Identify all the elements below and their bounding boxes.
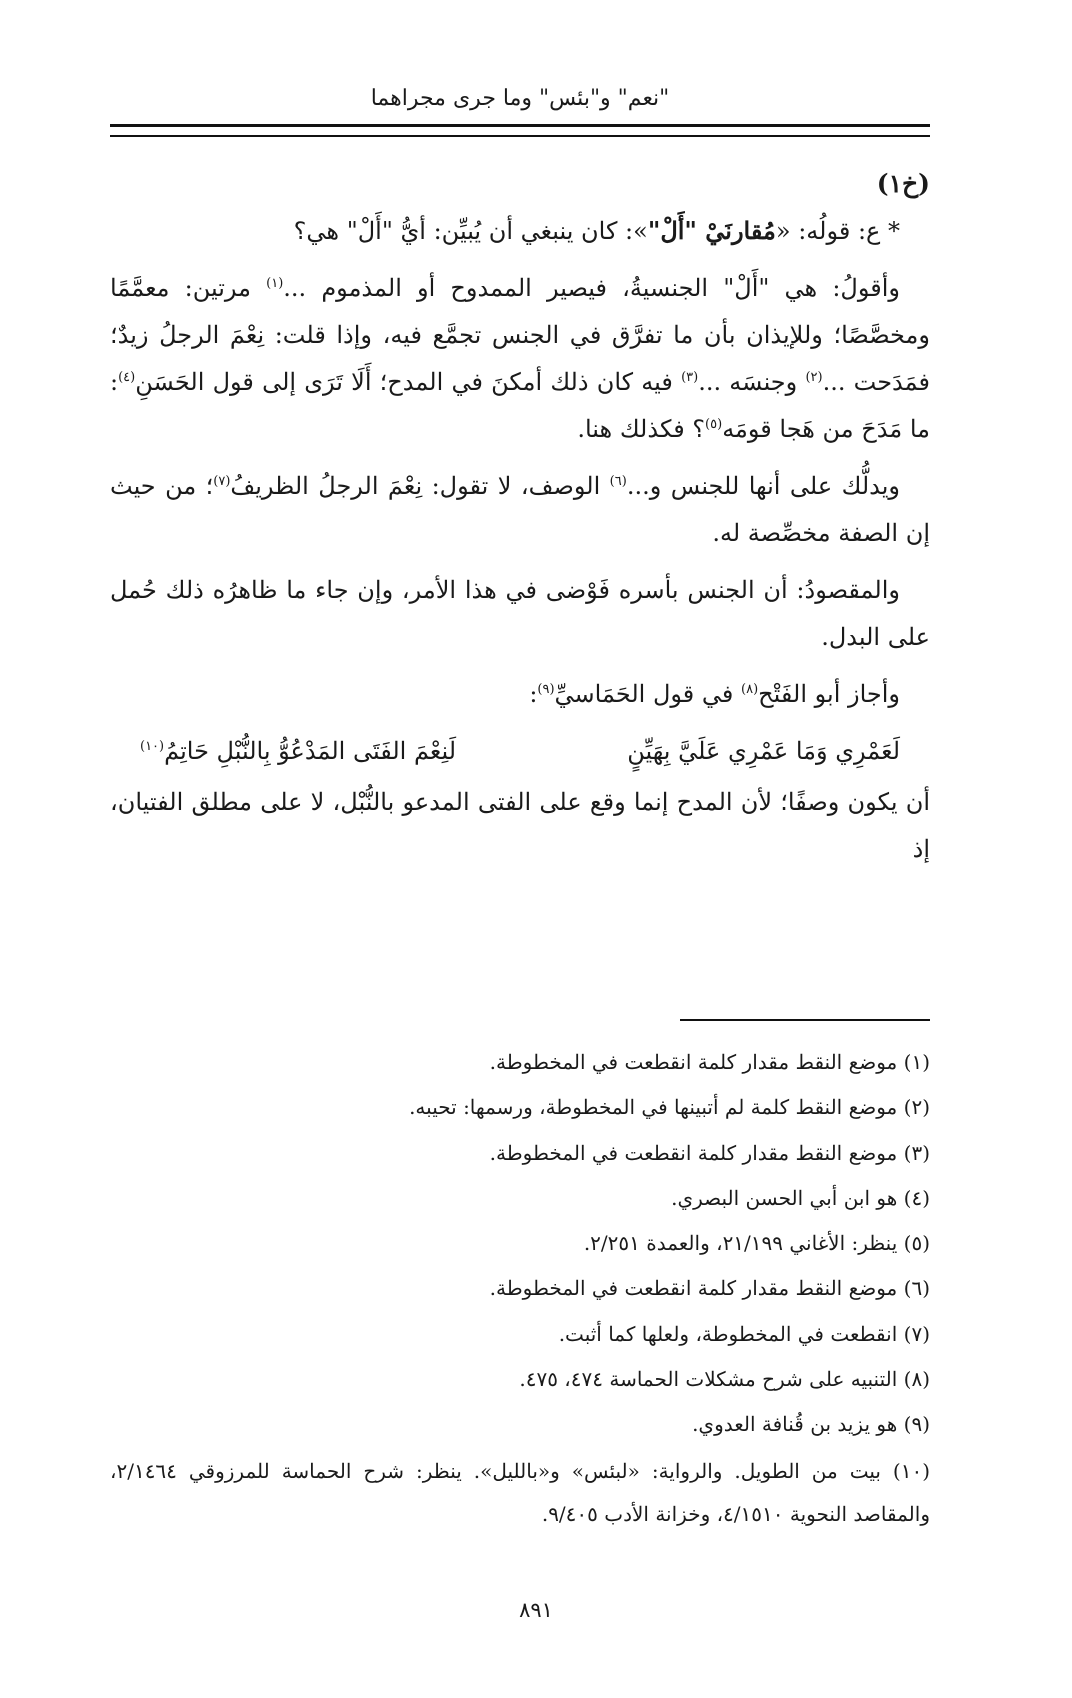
footnote-ref-9[interactable]: (٩) <box>537 682 555 697</box>
footnote-ref-4[interactable]: (٤) <box>118 370 136 385</box>
footnote-8: (٨) التنبيه على شرح مشكلات الحماسة ٤٧٤، ٤٧٥. <box>519 1367 930 1392</box>
p1-bold-quote: مُقارنَيْ "أَلْ" <box>647 216 776 245</box>
footnote-ref-1[interactable]: (١) <box>266 276 284 291</box>
footnote-ref-7[interactable]: (٧) <box>213 474 231 489</box>
footnote-ref-5[interactable]: (٥) <box>705 417 723 432</box>
paragraph-6: أن يكون وصفًا؛ لأن المدح إنما وقع على الفتى المدعو بالنُّبْل، لا على مطلق الفتيان، إذ <box>110 788 930 863</box>
paragraph-1 <box>110 207 930 255</box>
poetry-verse <box>110 728 930 775</box>
footnote-10: (١٠) بيت من الطويل. والرواية: «لبئس» و«بالليل». ينظر: شرح الحماسة للمرزوقي ٢/١٤٦٤، والمقاصد النحوية ٤/١٥١٠، وخزانة الأدب ٩/٤٠٥. <box>110 1458 930 1526</box>
p2-text-f: ؟ فكذلك هنا. <box>577 415 706 443</box>
p3-text-c: ؛ من حيث إن الصفة مخصِّصة له. <box>110 472 930 547</box>
verse-first-hemistich: لَعَمْرِي وَمَا عَمْرِي عَلَيَّ بِهَيِّنٍ <box>627 737 900 765</box>
p3-text-b: الوصف، لا تقول: نِعْمَ الرجلُ الظريفُ <box>230 472 610 500</box>
footnote-9: (٩) هو يزيد بن قُنافة العدوي. <box>692 1412 930 1437</box>
p5-text-b: في قول الحَمَاسيِّ <box>554 680 741 708</box>
p2-text-e: : ما مَدَحَ من هَجا قومَه <box>110 368 930 443</box>
footnote-ref-8[interactable]: (٨) <box>741 682 759 697</box>
page-number: ٨٩١ <box>519 1598 553 1622</box>
p3-text-a: ويدلُّك على أنها للجنس و... <box>626 472 901 500</box>
p2-text-d: فيه كان ذلك أمكنَ في المدح؛ أَلَا تَرَى إلى قول الحَسَنِ <box>135 368 682 396</box>
section-label: (خ١) <box>876 169 930 198</box>
running-head: "نعم" و"بئس" وما جرى مجراهما <box>370 86 670 111</box>
footnote-5: (٥) ينظر: الأغاني ٢١/١٩٩، والعمدة ٢/٢٥١. <box>583 1231 930 1256</box>
verse-second-hemistich <box>140 728 456 775</box>
header-rule-thick <box>110 124 930 127</box>
paragraph-4: والمقصودُ: أن الجنس بأسره فَوْضى في هذا الأمر، وإن جاء ما ظاهرُه ذلك حُمل على البدل. <box>110 576 930 651</box>
header-rule-thin <box>110 135 930 137</box>
footnote-ref-10[interactable]: (١٠) <box>140 739 165 754</box>
footnote-ref-6[interactable]: (٦) <box>609 474 627 489</box>
footnote-7: (٧) انقطعت في المخطوطة، ولعلها كما أثبت. <box>558 1321 930 1346</box>
footnote-ref-2[interactable]: (٢) <box>805 370 823 385</box>
paragraph-2 <box>110 265 930 453</box>
paragraph-3 <box>110 463 930 557</box>
p1-prefix: * ع: قولُه: « <box>775 217 900 245</box>
p2-text-b: مرتين: معمَّمًا ومخصَّصًا؛ وللإيذان بأن ما تفرَّق في الجنس تجمَّع فيه، وإذا قلت: نِعْمَ الرجلُ زيدٌ؛ فمَدَحت ... <box>110 274 930 396</box>
footnote-separator <box>680 1019 930 1021</box>
footnote-4: (٤) هو ابن أبي الحسن البصري. <box>671 1185 930 1210</box>
footnote-3: (٣) موضع النقط مقدار كلمة انقطعت في المخطوطة. <box>489 1140 930 1165</box>
p1-suffix: »: كان ينبغي أن يُبيِّن: أيُّ "أَلْ" هي؟ <box>293 217 648 245</box>
footnote-6: (٦) موضع النقط مقدار كلمة انقطعت في المخطوطة. <box>489 1276 930 1301</box>
footnote-ref-3[interactable]: (٣) <box>681 370 699 385</box>
p2-text-c: وجنسَه ... <box>698 368 806 396</box>
footnote-1: (١) موضع النقط مقدار كلمة انقطعت في المخطوطة. <box>489 1050 930 1074</box>
paragraph-5 <box>110 671 930 718</box>
footnote-2: (٢) موضع النقط كلمة لم أتبينها في المخطوطة، ورسمها: تحيبه. <box>409 1095 930 1120</box>
footnotes <box>110 1040 930 1536</box>
body-text <box>110 160 930 883</box>
verse-second-text: لَنِعْمَ الفَتَى المَدْعُوُّ بِالنُّبْلِ حَاتِمُ <box>164 737 457 765</box>
p2-text-a: وأقولُ: هي "أَلْ" الجنسيةُ، فيصير الممدوح أو المذموم ... <box>283 274 900 302</box>
p5-text-a: وأجاز أبو الفَتْح <box>758 680 900 708</box>
p5-text-c: : <box>529 680 538 708</box>
